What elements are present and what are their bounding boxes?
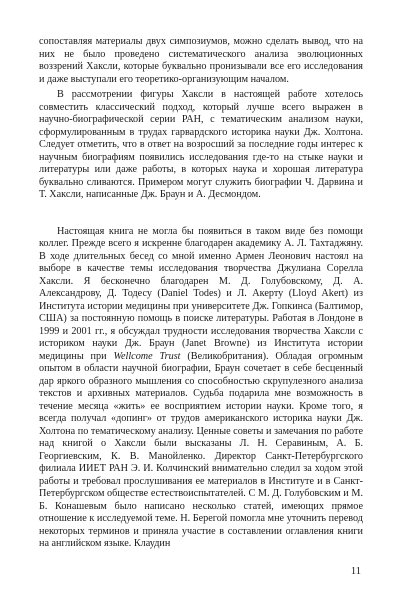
page-text (39, 36, 363, 551)
section-gap (39, 202, 363, 226)
ack-text-start: Настоящая книга не могла бы появиться в таком виде без помощи коллег. Прежде всего я искренне благодарен академику А. Л. Тахтаджяну. В ходе длительных бесед со мной именно Армен Леонович настоял на выборе в качестве темы исследования творчества Джулиана Сорелла Хаксли. Я бесконечно благодарен М. Д. Голубовскому, Д. А. Александрову, Д. Тодесу (Daniel Todes) и Л. Акерту (Lloyd Akert) из Института истории медицины при университете Дж. Гопкинса (Балтимор, США) за постоянную помощь в поиске литературы. Работая в Лондоне в 1999 и 2001 гг., я обсуждал трудности исследования творчества Хаксли с историком науки Дж. Браун (Janet Browne) из Института истории медицины при (39, 225, 363, 362)
page-number: 11 (350, 566, 361, 577)
paragraph-acknowledgements (39, 226, 363, 551)
paragraph-intro: сопоставляя материалы двух симпозиумов, можно сделать вывод, что на них не было проведено систематического анализа эволюционных воззрений Хаксли, которые буквально пронизывали все его исследования и даже выступали его теоретико-организующим началом. (39, 36, 363, 85)
paragraph-approach: В рассмотрении фигуры Хаксли в настоящей работе хотелось совместить классический подход, который лучше всего выражен в научно-биографической серии РАН, с тематическим анализом науки, сформулированным в трудах гарвардского историка науки Дж. Холтона. Следует отметить, что в ответ на возросший за последние годы интерес к научным биографиям появились исследования где-то на стыке науки и литературы или даже работы, в которых наука и хорошая литература буквально сливаются. Примером могут служить биографии Ч. Дарвина и Т. Хаксли, написанные Дж. Браун и А. Десмондом. (39, 89, 363, 200)
ack-text-end: (Великобритания). Обладая огромным опытом в области научной биографии, Браун сочетает в себе бесценный дар яркого образного мышления со способностью скрупулезного анализа текстов и архивных материалов. Судьба подарила мне возможность в течение месяца «жить» ее восприятием истории науки. Кроме того, я всегда получал «допинг» от трудов американского историка науки Дж. Холтона по тематическому анализу. Ценные советы и замечания по работе над книгой о Хаксли были высказаны Л. Н. Серавиным, А. Б. Георгиевским, К. В. Манойленко. Директор Санкт-Петербургского филиала ИИЕТ РАН Э. И. Колчинский внимательно следил за ходом этой работы и требовал прослушивания ее материалов в Институте и в Санкт-Петербургском обществе естествоиспытателей. С М. Д. Голубовским и М. Б. Конашевым было написано несколько статей, имеющих прямое отношение к исследуемой теме. Н. Берегой помогла мне уточнить перевод некоторых терминов и приняла участие в составлении оглавления книги на английском языке. Клаудин (39, 350, 363, 549)
ack-italic-wellcome: Wellcome Trust (113, 350, 181, 362)
